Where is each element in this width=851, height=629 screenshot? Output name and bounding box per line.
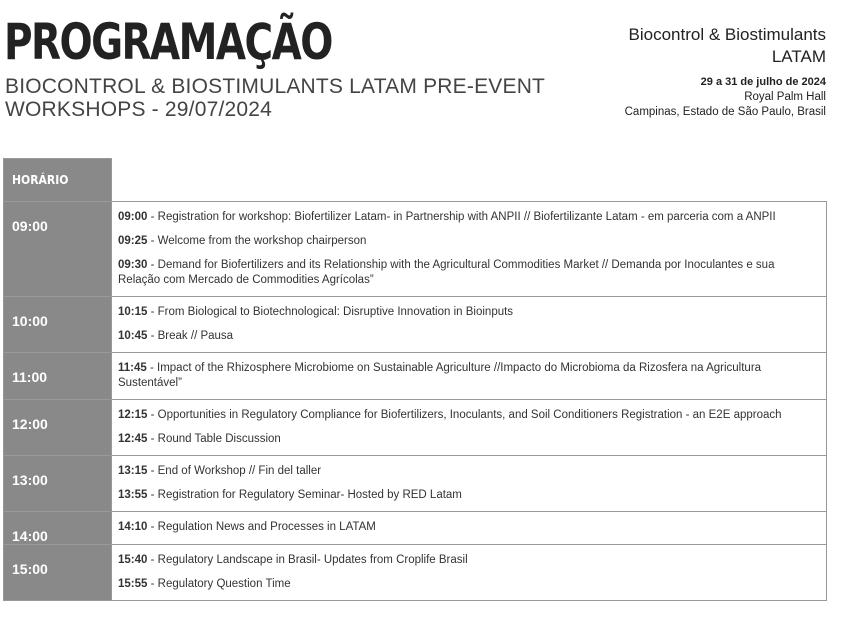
schedule-row xyxy=(4,511,827,544)
schedule-row xyxy=(4,399,827,455)
session-item xyxy=(118,432,818,447)
hour-cell xyxy=(4,352,112,399)
session-description: - Opportunities in Regulatory Compliance for Biofertilizers, Inoculants, and Soil Conditioners Registration - an E2E approach xyxy=(147,408,782,421)
session-list xyxy=(112,511,827,544)
session-time: 12:15 xyxy=(118,408,148,421)
session-description: - Impact of the Rhizosphere Microbiome on Sustainable Agriculture //Impacto do Microbioma da Rizosfera na Agricultura Sustentável” xyxy=(118,361,762,389)
hour-label: 10:00 xyxy=(12,312,48,329)
hour-cell xyxy=(4,399,112,455)
event-venue: Royal Palm Hall xyxy=(744,91,826,103)
hour-label: 12:00 xyxy=(12,415,48,432)
session-time: 15:40 xyxy=(118,553,148,566)
time-column-header: HORÁRIO xyxy=(4,159,112,202)
hour-label: 13:00 xyxy=(12,471,48,488)
schedule-row xyxy=(4,544,827,600)
session-time: 12:45 xyxy=(118,432,148,445)
schedule-row xyxy=(4,201,827,296)
session-item xyxy=(118,488,818,503)
header-empty-cell xyxy=(112,159,827,202)
session-time: 14:10 xyxy=(118,520,148,533)
hour-label: 15:00 xyxy=(12,560,48,577)
session-description: - Registration for workshop: Biofertilizer Latam- in Partnership with ANPII // Biofertilizante Latam - em parceria com a ANPII xyxy=(147,210,776,223)
hour-label: 14:00 xyxy=(12,527,48,544)
session-item xyxy=(118,305,818,320)
session-time: 09:30 xyxy=(118,258,148,271)
session-item xyxy=(118,361,818,391)
schedule-row xyxy=(4,352,827,399)
session-list xyxy=(112,544,827,600)
session-description: - Round Table Discussion xyxy=(147,432,281,445)
session-time: 09:25 xyxy=(118,234,148,247)
hour-cell xyxy=(4,544,112,600)
session-time: 13:15 xyxy=(118,464,148,477)
schedule-body xyxy=(4,159,827,601)
session-item xyxy=(118,464,818,479)
session-time: 11:45 xyxy=(118,361,147,374)
session-item xyxy=(118,520,818,535)
schedule-row xyxy=(4,296,827,352)
session-list xyxy=(112,201,827,296)
schedule-row xyxy=(4,455,827,511)
hour-label: 11:00 xyxy=(12,368,48,385)
event-city: Campinas, Estado de São Paulo, Brasil xyxy=(624,106,826,118)
session-item xyxy=(118,408,818,423)
session-description: - Regulatory Question Time xyxy=(147,577,291,590)
hour-cell xyxy=(4,201,112,296)
session-item xyxy=(118,234,818,249)
event-info xyxy=(566,24,826,120)
event-name-line1: Biocontrol & Biostimulants xyxy=(628,25,826,44)
hour-cell xyxy=(4,296,112,352)
session-time: 10:45 xyxy=(118,329,148,342)
hour-cell xyxy=(4,455,112,511)
session-item xyxy=(118,329,818,344)
hour-cell xyxy=(4,511,112,544)
session-description: - Registration for Regulatory Seminar- Hosted by RED Latam xyxy=(147,488,462,501)
session-item xyxy=(118,553,818,568)
session-description: - End of Workshop // Fin del taller xyxy=(147,464,322,477)
hour-label: 09:00 xyxy=(12,217,48,234)
session-list xyxy=(112,352,827,399)
session-description: - Demand for Biofertilizers and its Relationship with the Agricultural Commodities Market // Demanda por Inoculantes e sua Relação com Mercado de Commodities Agrícolas” xyxy=(118,258,775,286)
session-list xyxy=(112,296,827,352)
session-time: 09:00 xyxy=(118,210,148,223)
event-name-line2: LATAM xyxy=(771,47,826,66)
session-description: - Regulatory Landscape in Brasil- Updates from Croplife Brasil xyxy=(147,553,468,566)
session-item xyxy=(118,258,818,288)
session-item xyxy=(118,210,818,225)
session-time: 15:55 xyxy=(118,577,148,590)
page-subtitle: BIOCONTROL & BIOSTIMULANTS LATAM PRE-EVENT WORKSHOPS - 29/07/2024 xyxy=(5,75,545,121)
event-dates: 29 a 31 de julho de 2024 xyxy=(700,76,826,88)
session-time: 13:55 xyxy=(118,488,148,501)
session-list xyxy=(112,399,827,455)
session-description: - Break // Pausa xyxy=(147,329,234,342)
schedule-table xyxy=(3,158,827,601)
page-title: PROGRAMAÇÃO xyxy=(4,13,332,71)
schedule-header-row xyxy=(4,159,827,202)
session-description: - Welcome from the workshop chairperson xyxy=(147,234,367,247)
session-time: 10:15 xyxy=(118,305,148,318)
session-list xyxy=(112,455,827,511)
session-description: - From Biological to Biotechnological: Disruptive Innovation in Bioinputs xyxy=(147,305,514,318)
session-description: - Regulation News and Processes in LATAM xyxy=(147,520,376,533)
session-item xyxy=(118,577,818,592)
